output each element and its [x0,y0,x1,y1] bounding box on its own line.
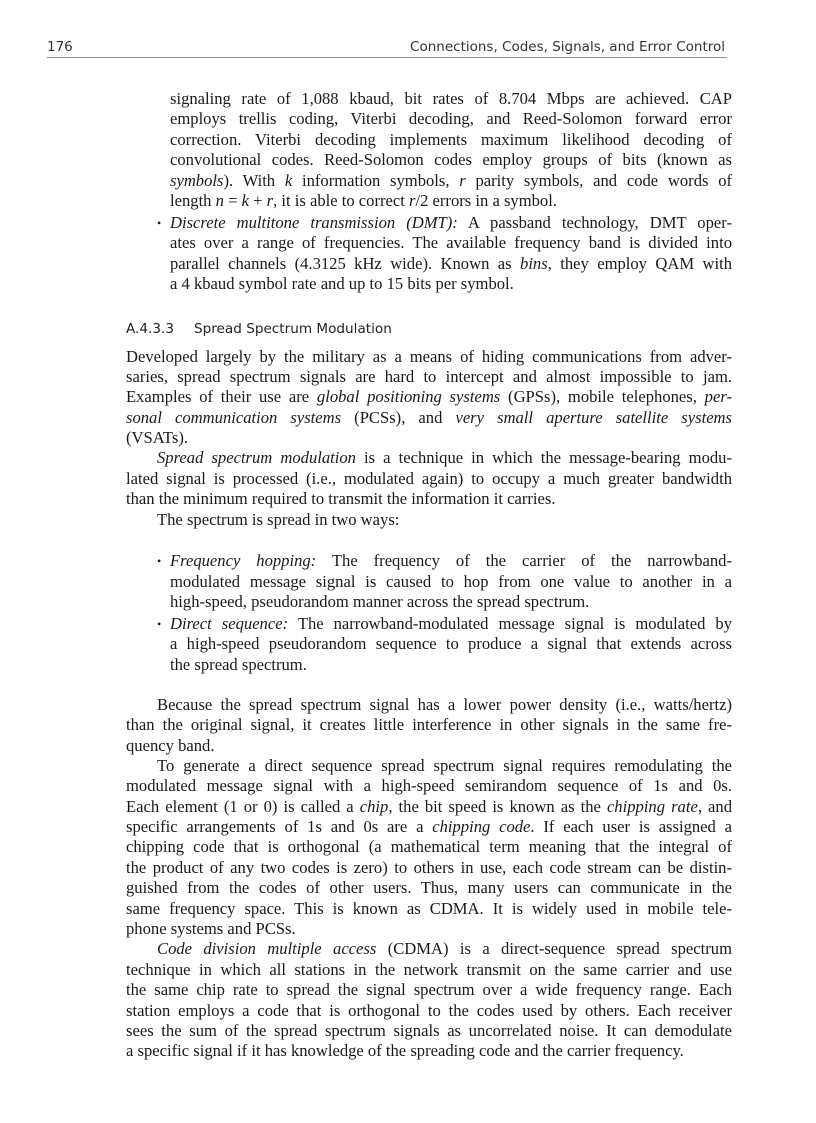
text-line [126,960,732,980]
text-run: phone systems and PCSs. [126,919,296,939]
text-line [126,510,732,530]
blank-line [126,675,732,695]
text-line [126,695,732,715]
italic-term: n [215,190,224,210]
text-run: /2 errors in a symbol. [415,190,557,210]
text-line [170,150,732,170]
text-run: Developed largely by the military as a means of hiding communications from adver- [126,346,732,366]
text-line [126,756,732,776]
text-run: modulated message signal with a high-speed semirandom sequence of 1s and 0s. [126,776,732,796]
text-line [170,551,732,571]
text-run: ates over a range of frequencies. The available frequency band is divided into [170,233,732,253]
blank-line [126,530,732,550]
italic-term: global positioning systems [316,387,501,407]
running-header [47,38,727,58]
text-run: than the minimum required to transmit the information it carries. [126,489,556,509]
text-line [126,1041,732,1061]
text-line [126,797,732,817]
running-title: Connections, Codes, Signals, and Error Control [410,39,725,55]
text-run: a specific signal if it has knowledge of the spreading code and the carrier frequency. [126,1041,684,1061]
text-line [170,171,732,191]
bullet-item [126,614,732,675]
italic-term: chipping rate [606,796,698,816]
italic-term: Frequency hopping: [170,551,317,571]
text-run: Because the spread spectrum signal has a lower power density (i.e., watts/hertz) [157,694,732,714]
text-run: than the original signal, it creates little interference in other signals in the same fre- [126,715,732,735]
page-number: 176 [47,39,73,55]
text-run: Each element (1 or 0) is called a [126,796,360,816]
text-line [126,980,732,1000]
text-run: station employs a code that is orthogonal to the codes used by others. Each receiver [126,1000,732,1020]
text-run: sees the sum of the spread spectrum signals as uncorrelated noise. It can demodulate [126,1020,732,1040]
italic-term: Discrete multitone transmission (DMT): [170,212,458,232]
text-run: = [223,190,242,210]
text-line [170,572,732,592]
section-number: A.4.3.3 [126,320,174,337]
text-line [126,448,732,468]
bullet-icon: • [157,215,162,230]
text-line [126,776,732,796]
text-line [126,715,732,735]
paragraph [126,89,732,211]
text-run: quency band. [126,735,215,755]
text-line [170,109,732,129]
text-run: correction. Viterbi decoding implements maximum likelihood decoding of [170,129,732,149]
text-line [126,837,732,857]
text-line [126,489,732,509]
italic-term: very small aperture satellite systems [455,407,732,427]
text-run: length [170,190,216,210]
text-run: (VSATs). [126,428,188,448]
text-run: . If each user is assigned a [530,817,732,837]
italic-term: r [459,170,466,190]
paragraph [126,756,732,940]
text-run: high-speed, pseudorandom manner across the spread spectrum. [170,591,590,611]
italic-term: chipping code [432,817,531,837]
text-line [170,213,732,233]
text-line [170,634,732,654]
page-body [126,89,732,1062]
italic-term: Direct sequence: [170,613,289,633]
text-run: parity symbols, and code words of [465,170,733,190]
italic-term: k [284,170,293,190]
text-line [126,919,732,939]
text-run: specific arrangements of 1s and 0s are a [126,817,433,837]
section-title: Spread Spectrum Modulation [194,320,392,337]
text-run: parallel channels (4.3125 kHz wide). Known as [170,253,521,273]
text-run: A passband technology, DMT oper- [457,212,732,232]
text-run: signaling rate of 1,088 kbaud, bit rates of 8.704 Mbps are achieved. CAP [170,89,732,108]
text-line [126,858,732,878]
text-line [170,233,732,253]
text-run: employs trellis coding, Viterbi decoding, and Reed-Solomon forward error [170,109,732,129]
paragraph [126,448,732,509]
text-run: (CDMA) is a direct-sequence spread spectrum [376,939,732,959]
text-line [126,899,732,919]
italic-term: r [266,190,274,210]
italic-term: chip [359,796,389,816]
text-line [170,191,732,211]
text-run: To generate a direct sequence spread spectrum signal requires remodulating the [157,755,732,775]
text-line [126,469,732,489]
italic-term: symbols [170,170,224,190]
italic-term: k [241,190,249,210]
text-run: the spread spectrum. [170,654,307,674]
text-run: (PCSs), and [341,407,456,427]
text-run: , it is able to correct [273,190,410,210]
text-run: convolutional codes. Reed-Solomon codes employ groups of bits (known as [170,150,732,170]
text-run: Examples of their use are [126,387,317,407]
paragraph [126,695,732,756]
text-run: information symbols, [292,170,460,190]
italic-term: bins [520,253,548,273]
text-run: the same chip rate to spread the signal spectrum over a wide frequency range. Each [126,980,732,1000]
text-run: chipping code that is orthogonal (a mathematical term meaning that the integral of [126,837,732,857]
italic-term: Code division multiple access [157,939,377,959]
text-line [170,592,732,612]
text-run: modulated message signal is caused to hop from one value to another in a [170,571,732,591]
text-line [170,614,732,634]
text-line [126,878,732,898]
paragraph [126,939,732,1061]
text-run: , and [697,796,732,816]
text-run: , the bit speed is known as the [388,796,607,816]
section-heading [126,319,732,339]
italic-term: per- [704,387,732,407]
text-run: saries, spread spectrum signals are hard to intercept and almost impossible to jam. [126,366,732,386]
italic-term: r [409,190,416,210]
italic-term: sonal communication systems [126,407,342,427]
text-run: lated signal is processed (i.e., modulated again) to occupy a much greater bandwidth [126,468,732,488]
text-line [170,130,732,150]
text-line [126,1001,732,1021]
text-line [126,408,732,428]
bullet-item [126,551,732,612]
text-line [126,1021,732,1041]
text-run: The frequency of the carrier of the narrowband- [316,551,732,571]
text-run: ). With [223,170,285,190]
text-line [170,254,732,274]
text-run: + [248,190,267,210]
text-run: The spectrum is spread in two ways: [157,509,400,529]
text-run: The narrowband-modulated message signal is modulated by [288,613,733,633]
bullet-icon: • [157,554,162,569]
text-line [126,367,732,387]
text-line [170,274,732,294]
text-line [126,347,732,367]
text-run: technique in which all stations in the network transmit on the same carrier and use [126,959,732,979]
text-line [126,736,732,756]
italic-term: Spread spectrum modulation [157,448,356,468]
text-line [126,387,732,407]
paragraph [126,510,732,530]
text-run: , they employ QAM with [547,253,732,273]
text-run: is a technique in which the message-bearing modu- [355,448,732,468]
bullet-icon: • [157,616,162,631]
text-run: guished from the codes of other users. Thus, many users can communicate in the [126,878,732,898]
text-line [170,655,732,675]
text-line [170,89,732,109]
bullet-item [126,213,732,295]
text-run: same frequency space. This is known as CDMA. It is widely used in mobile tele- [126,898,732,918]
text-line [126,817,732,837]
text-line [126,428,732,448]
text-run: (GPSs), mobile telephones, [500,387,705,407]
paragraph [126,347,732,449]
text-run: a 4 kbaud symbol rate and up to 15 bits per symbol. [170,274,514,294]
text-line [126,939,732,959]
text-run: a high-speed pseudorandom sequence to produce a signal that extends across [170,634,732,654]
text-run: the product of any two codes is zero) to others in use, each code stream can be distin- [126,857,732,877]
